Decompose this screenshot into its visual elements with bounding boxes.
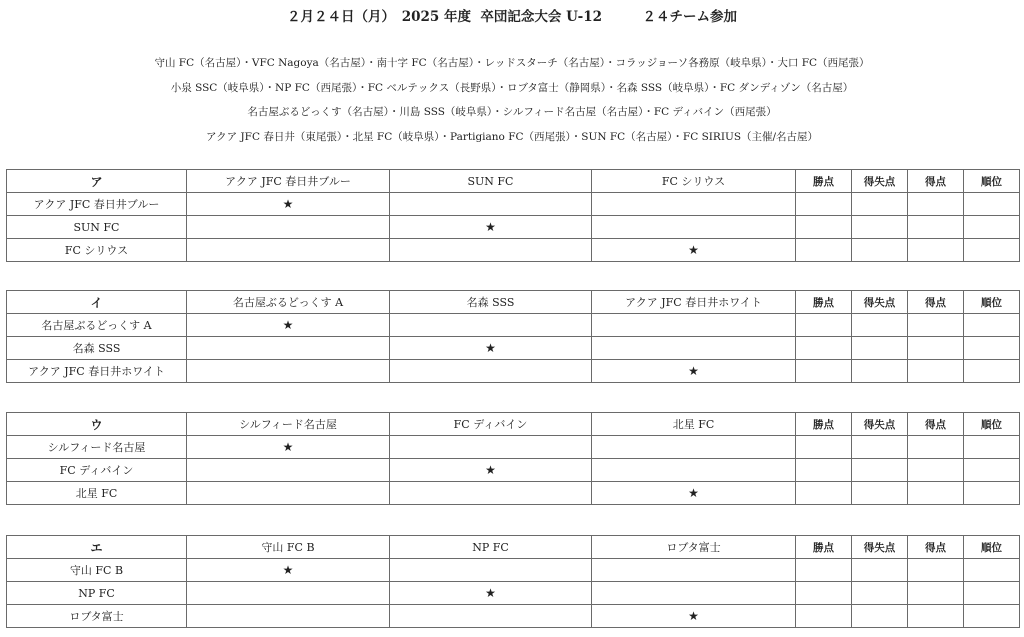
stat-cell xyxy=(908,582,964,605)
team-name: アクア JFC 春日井ブルー xyxy=(7,193,187,216)
result-cell xyxy=(592,193,796,216)
opponent-header: NP FC xyxy=(390,536,592,559)
stat-cell xyxy=(908,314,964,337)
self-match-star: ★ xyxy=(592,360,796,383)
table-row xyxy=(7,193,1020,216)
result-cell xyxy=(390,314,592,337)
stat-cell xyxy=(852,337,908,360)
result-cell xyxy=(390,193,592,216)
stat-cell xyxy=(908,459,964,482)
stat-cell xyxy=(964,559,1020,582)
stat-cell xyxy=(852,582,908,605)
table-row xyxy=(7,582,1020,605)
stat-cell xyxy=(964,216,1020,239)
stat-cell xyxy=(796,559,852,582)
opponent-header: FC ディバイン xyxy=(390,413,592,436)
result-cell xyxy=(592,314,796,337)
self-match-star: ★ xyxy=(390,216,592,239)
points-header: 勝点 xyxy=(796,291,852,314)
table-row xyxy=(7,436,1020,459)
table-row xyxy=(7,605,1020,628)
stat-cell xyxy=(852,605,908,628)
team-name: FC シリウス xyxy=(7,239,187,262)
stat-cell xyxy=(964,239,1020,262)
team-list-line: 名古屋ぶるどっくす（名古屋）・川島 SSS（岐阜県）・シルフィード名古屋（名古屋）・FC ディバイン（西尾張） xyxy=(247,106,777,118)
stat-cell xyxy=(852,459,908,482)
result-cell xyxy=(390,605,592,628)
goals-scored-header: 得点 xyxy=(908,291,964,314)
group-header-row xyxy=(7,413,1020,436)
team-list-line: 守山 FC（名古屋）・VFC Nagoya（名古屋）・南十字 FC（名古屋）・レッドスターチ（名古屋）・コラッジョーソ各務原（岐阜県）・大口 FC（西尾張） xyxy=(154,57,870,69)
table-row xyxy=(7,559,1020,582)
result-cell xyxy=(187,582,390,605)
opponent-header: 名森 SSS xyxy=(390,291,592,314)
stat-cell xyxy=(796,482,852,505)
result-cell xyxy=(592,436,796,459)
stat-cell xyxy=(964,193,1020,216)
points-header: 勝点 xyxy=(796,413,852,436)
stat-cell xyxy=(796,314,852,337)
self-match-star: ★ xyxy=(187,436,390,459)
self-match-star: ★ xyxy=(187,559,390,582)
stat-cell xyxy=(908,216,964,239)
group-table-u xyxy=(6,412,1020,505)
result-cell xyxy=(592,559,796,582)
stat-cell xyxy=(852,559,908,582)
goal-difference-header: 得失点 xyxy=(852,291,908,314)
opponent-header: 名古屋ぶるどっくす A xyxy=(187,291,390,314)
team-name: シルフィード名古屋 xyxy=(7,436,187,459)
team-name: SUN FC xyxy=(7,216,187,239)
goals-scored-header: 得点 xyxy=(908,536,964,559)
rank-header: 順位 xyxy=(964,170,1020,193)
group-header-row xyxy=(7,536,1020,559)
opponent-header: SUN FC xyxy=(390,170,592,193)
self-match-star: ★ xyxy=(592,605,796,628)
stat-cell xyxy=(852,239,908,262)
stat-cell xyxy=(908,436,964,459)
result-cell xyxy=(390,436,592,459)
stat-cell xyxy=(964,582,1020,605)
rank-header: 順位 xyxy=(964,413,1020,436)
group-label: イ xyxy=(7,291,187,314)
stat-cell xyxy=(852,314,908,337)
team-name: ロブタ富士 xyxy=(7,605,187,628)
goal-difference-header: 得失点 xyxy=(852,170,908,193)
stat-cell xyxy=(908,239,964,262)
stat-cell xyxy=(796,216,852,239)
stat-cell xyxy=(796,360,852,383)
result-cell xyxy=(390,239,592,262)
stat-cell xyxy=(852,193,908,216)
opponent-header: ロブタ富士 xyxy=(592,536,796,559)
rank-header: 順位 xyxy=(964,536,1020,559)
stat-cell xyxy=(908,337,964,360)
stat-cell xyxy=(964,337,1020,360)
document-title: ２月２４日（月） 2025 年度 卒団記念大会 U-12 ２４チーム参加 xyxy=(286,9,738,25)
self-match-star: ★ xyxy=(390,582,592,605)
group-header-row xyxy=(7,170,1020,193)
result-cell xyxy=(187,239,390,262)
result-cell xyxy=(187,216,390,239)
team-name: FC ディバイン xyxy=(7,459,187,482)
team-list-line: アクア JFC 春日井（東尾張）・北星 FC（岐阜県）・Partigiano FC（西尾張）・SUN FC（名古屋）・FC SIRIUS（主催/名古屋） xyxy=(205,130,819,143)
self-match-star: ★ xyxy=(187,314,390,337)
team-name: 名古屋ぶるどっくす A xyxy=(7,314,187,337)
result-cell xyxy=(390,360,592,383)
result-cell xyxy=(592,459,796,482)
stat-cell xyxy=(852,436,908,459)
table-row xyxy=(7,216,1020,239)
table-row xyxy=(7,360,1020,383)
stat-cell xyxy=(796,459,852,482)
goals-scored-header: 得点 xyxy=(908,413,964,436)
opponent-header: FC シリウス xyxy=(592,170,796,193)
result-cell xyxy=(390,559,592,582)
table-row xyxy=(7,459,1020,482)
stat-cell xyxy=(852,482,908,505)
opponent-header: 北星 FC xyxy=(592,413,796,436)
self-match-star: ★ xyxy=(390,459,592,482)
team-name: NP FC xyxy=(7,582,187,605)
points-header: 勝点 xyxy=(796,536,852,559)
stat-cell xyxy=(908,559,964,582)
participating-teams-list xyxy=(0,51,1024,149)
group-table-a xyxy=(6,169,1020,262)
stat-cell xyxy=(964,436,1020,459)
rank-header: 順位 xyxy=(964,291,1020,314)
group-table-e xyxy=(6,535,1020,628)
stat-cell xyxy=(852,360,908,383)
table-row xyxy=(7,337,1020,360)
stat-cell xyxy=(796,436,852,459)
points-header: 勝点 xyxy=(796,170,852,193)
result-cell xyxy=(187,337,390,360)
result-cell xyxy=(187,482,390,505)
result-cell xyxy=(390,482,592,505)
stat-cell xyxy=(796,337,852,360)
stat-cell xyxy=(908,360,964,383)
stat-cell xyxy=(964,314,1020,337)
goal-difference-header: 得失点 xyxy=(852,536,908,559)
team-name: アクア JFC 春日井ホワイト xyxy=(7,360,187,383)
self-match-star: ★ xyxy=(390,337,592,360)
stat-cell xyxy=(964,605,1020,628)
group-header-row xyxy=(7,291,1020,314)
stat-cell xyxy=(796,193,852,216)
group-label: ア xyxy=(7,170,187,193)
table-row xyxy=(7,482,1020,505)
team-name: 名森 SSS xyxy=(7,337,187,360)
stat-cell xyxy=(908,482,964,505)
stat-cell xyxy=(796,582,852,605)
goals-scored-header: 得点 xyxy=(908,170,964,193)
stat-cell xyxy=(964,459,1020,482)
result-cell xyxy=(592,337,796,360)
result-cell xyxy=(187,459,390,482)
stat-cell xyxy=(964,482,1020,505)
group-table-i xyxy=(6,290,1020,383)
team-name: 守山 FC B xyxy=(7,559,187,582)
team-name: 北星 FC xyxy=(7,482,187,505)
result-cell xyxy=(592,216,796,239)
self-match-star: ★ xyxy=(187,193,390,216)
group-label: エ xyxy=(7,536,187,559)
result-cell xyxy=(187,605,390,628)
opponent-header: アクア JFC 春日井ホワイト xyxy=(592,291,796,314)
opponent-header: シルフィード名古屋 xyxy=(187,413,390,436)
table-row xyxy=(7,239,1020,262)
stat-cell xyxy=(852,216,908,239)
opponent-header: アクア JFC 春日井ブルー xyxy=(187,170,390,193)
stat-cell xyxy=(796,605,852,628)
stat-cell xyxy=(908,605,964,628)
stat-cell xyxy=(908,193,964,216)
goal-difference-header: 得失点 xyxy=(852,413,908,436)
group-label: ウ xyxy=(7,413,187,436)
team-list-line: 小泉 SSC（岐阜県）・NP FC（西尾張）・FC ベルテックス（長野県）・ロブタ富士（静岡県）・名森 SSS（岐阜県）・FC ダンディゾン（名古屋） xyxy=(170,81,854,94)
table-row xyxy=(7,314,1020,337)
self-match-star: ★ xyxy=(592,482,796,505)
result-cell xyxy=(187,360,390,383)
self-match-star: ★ xyxy=(592,239,796,262)
stat-cell xyxy=(796,239,852,262)
opponent-header: 守山 FC B xyxy=(187,536,390,559)
result-cell xyxy=(592,582,796,605)
stat-cell xyxy=(964,360,1020,383)
